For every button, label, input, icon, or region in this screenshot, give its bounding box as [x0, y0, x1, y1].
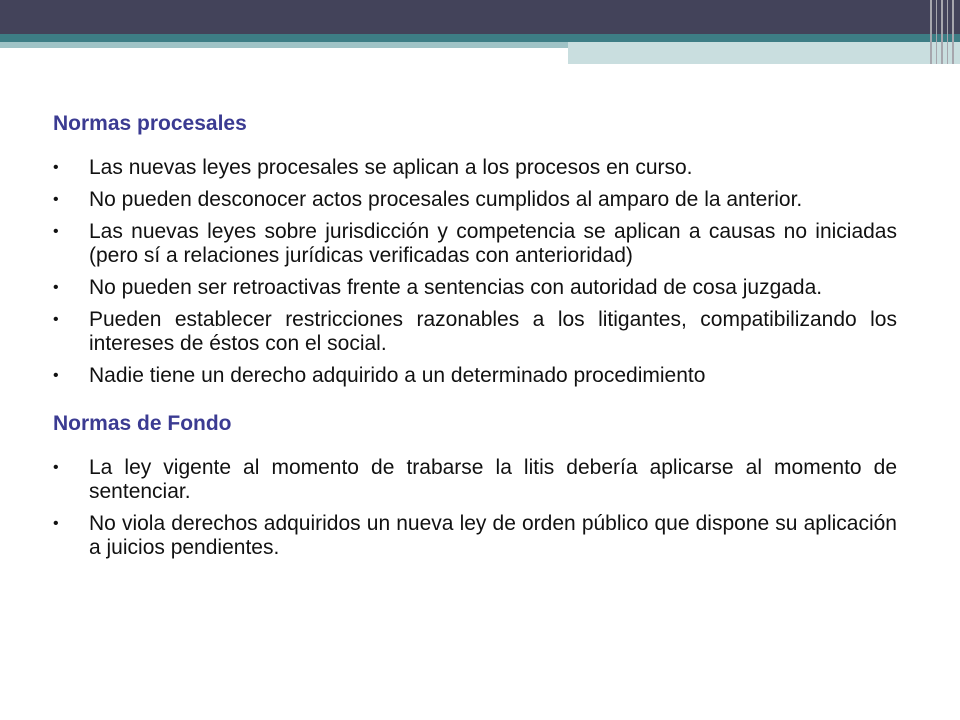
bullet-text: Las nuevas leyes sobre jurisdicción y competencia se aplican a causas no iniciadas (pero sí a relaciones jurídicas verificadas con anterioridad) [89, 220, 897, 267]
bullet-item [53, 308, 897, 356]
section-heading-fondo: Normas de Fondo [53, 412, 232, 435]
bullet-marker: • [53, 459, 59, 476]
decorative-line [936, 0, 937, 64]
bullet-item [53, 512, 897, 560]
decorative-line [952, 0, 954, 64]
decorative-line [930, 0, 932, 64]
bullet-text: Pueden establecer restricciones razonables a los litigantes, compatibilizando los intereses de éstos con el social. [89, 308, 897, 355]
bullet-item [53, 276, 897, 300]
bullet-item [53, 456, 897, 504]
header-band [0, 0, 960, 34]
header-stripe [0, 34, 960, 42]
bullet-text: No pueden desconocer actos procesales cumplidos al amparo de la anterior. [89, 188, 803, 211]
header-accent-box [568, 42, 960, 64]
bullet-marker: • [53, 223, 59, 240]
decorative-line [941, 0, 943, 64]
header-accent-left [0, 42, 568, 48]
bullet-item [53, 220, 897, 268]
bullet-marker: • [53, 367, 59, 384]
bullet-text: La ley vigente al momento de trabarse la litis debería aplicarse al momento de sentenciar. [89, 456, 897, 503]
bullet-text: No pueden ser retroactivas frente a sentencias con autoridad de cosa juzgada. [89, 276, 823, 299]
bullet-item [53, 156, 897, 180]
bullet-list-procesales [53, 156, 897, 388]
slide-content [53, 112, 897, 568]
bullet-marker: • [53, 191, 59, 208]
bullet-marker: • [53, 311, 59, 328]
decorative-line [947, 0, 948, 64]
bullet-item [53, 364, 897, 388]
bullet-marker: • [53, 515, 59, 532]
bullet-text: No viola derechos adquiridos un nueva ley de orden público que dispone su aplicación a juicios pendientes. [89, 512, 897, 559]
bullet-item [53, 188, 897, 212]
section-heading-procesales: Normas procesales [53, 112, 247, 135]
bullet-text: Nadie tiene un derecho adquirido a un determinado procedimiento [89, 364, 706, 387]
bullet-list-fondo [53, 456, 897, 560]
bullet-text: Las nuevas leyes procesales se aplican a los procesos en curso. [89, 156, 693, 179]
bullet-marker: • [53, 279, 59, 296]
bullet-marker: • [53, 159, 59, 176]
